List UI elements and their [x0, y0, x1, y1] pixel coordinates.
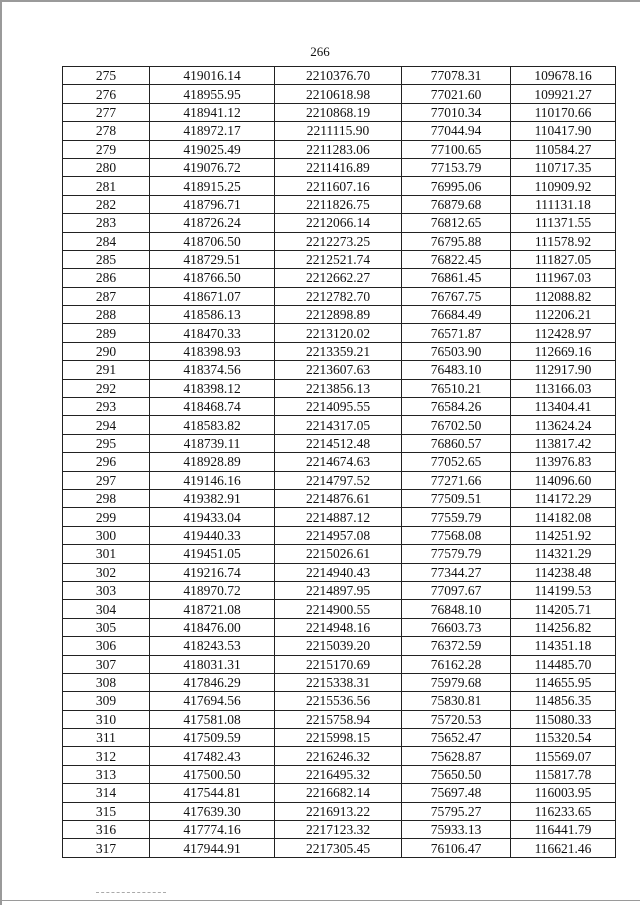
- table-cell: 294: [63, 416, 150, 434]
- table-row: [63, 306, 616, 324]
- table-cell: 76510.21: [402, 379, 511, 397]
- table-cell: 2214887.12: [275, 508, 402, 526]
- table-cell: 317: [63, 839, 150, 857]
- table-row: [63, 545, 616, 563]
- table-cell: 282: [63, 195, 150, 213]
- table-cell: 114321.29: [511, 545, 616, 563]
- table-cell: 2214897.95: [275, 581, 402, 599]
- table-cell: 77271.66: [402, 471, 511, 489]
- table-cell: 77044.94: [402, 122, 511, 140]
- table-cell: 2212521.74: [275, 250, 402, 268]
- table-cell: 2216913.22: [275, 802, 402, 820]
- table-cell: 114238.48: [511, 563, 616, 581]
- table-cell: 76822.45: [402, 250, 511, 268]
- table-cell: 75720.53: [402, 710, 511, 728]
- table-cell: 116233.65: [511, 802, 616, 820]
- table-cell: 418583.82: [150, 416, 275, 434]
- table-cell: 308: [63, 673, 150, 691]
- table-cell: 112669.16: [511, 342, 616, 360]
- table-cell: 418955.95: [150, 85, 275, 103]
- table-cell: 306: [63, 637, 150, 655]
- table-cell: 305: [63, 618, 150, 636]
- table-cell: 293: [63, 398, 150, 416]
- table-cell: 417509.59: [150, 729, 275, 747]
- table-cell: 77509.51: [402, 489, 511, 507]
- table-row: [63, 232, 616, 250]
- table-cell: 2214512.48: [275, 434, 402, 452]
- table-cell: 2214948.16: [275, 618, 402, 636]
- table-cell: 417774.16: [150, 821, 275, 839]
- table-row: [63, 729, 616, 747]
- table-row: [63, 692, 616, 710]
- table-cell: 292: [63, 379, 150, 397]
- table-cell: 76603.73: [402, 618, 511, 636]
- table-cell: 75697.48: [402, 784, 511, 802]
- table-cell: 77568.08: [402, 526, 511, 544]
- table-cell: 77579.79: [402, 545, 511, 563]
- page-left-edge: [0, 0, 2, 905]
- table-cell: 316: [63, 821, 150, 839]
- table-cell: 77344.27: [402, 563, 511, 581]
- table-cell: 2210868.19: [275, 103, 402, 121]
- table-cell: 2216682.14: [275, 784, 402, 802]
- table-cell: 76995.06: [402, 177, 511, 195]
- table-cell: 76571.87: [402, 324, 511, 342]
- table-cell: 2212273.25: [275, 232, 402, 250]
- table-cell: 2211115.90: [275, 122, 402, 140]
- table-cell: 76106.47: [402, 839, 511, 857]
- table-cell: 115817.78: [511, 765, 616, 783]
- table-cell: 2211826.75: [275, 195, 402, 213]
- table-cell: 418671.07: [150, 287, 275, 305]
- table-cell: 419440.33: [150, 526, 275, 544]
- table-cell: 418586.13: [150, 306, 275, 324]
- table-cell: 113166.03: [511, 379, 616, 397]
- table-cell: 2216246.32: [275, 747, 402, 765]
- table-row: [63, 122, 616, 140]
- table-cell: 315: [63, 802, 150, 820]
- table-cell: 114205.71: [511, 600, 616, 618]
- table-cell: 418721.08: [150, 600, 275, 618]
- table-cell: 303: [63, 581, 150, 599]
- table-cell: 419433.04: [150, 508, 275, 526]
- table-cell: 419076.72: [150, 158, 275, 176]
- table-cell: 116441.79: [511, 821, 616, 839]
- table-cell: 418243.53: [150, 637, 275, 655]
- table-cell: 77097.67: [402, 581, 511, 599]
- table-row: [63, 214, 616, 232]
- table-cell: 280: [63, 158, 150, 176]
- table-cell: 115080.33: [511, 710, 616, 728]
- table-row: [63, 103, 616, 121]
- table-cell: 296: [63, 453, 150, 471]
- table-cell: 2212066.14: [275, 214, 402, 232]
- table-cell: 111827.05: [511, 250, 616, 268]
- table-cell: 76503.90: [402, 342, 511, 360]
- table-cell: 112088.82: [511, 287, 616, 305]
- table-cell: 76684.49: [402, 306, 511, 324]
- table-cell: 2210376.70: [275, 67, 402, 85]
- table-cell: 77021.60: [402, 85, 511, 103]
- table-cell: 279: [63, 140, 150, 158]
- table-cell: 114251.92: [511, 526, 616, 544]
- table-cell: 114199.53: [511, 581, 616, 599]
- table-cell: 76584.26: [402, 398, 511, 416]
- table-cell: 418706.50: [150, 232, 275, 250]
- table-row: [63, 618, 616, 636]
- table-cell: 2214940.43: [275, 563, 402, 581]
- table-cell: 112206.21: [511, 306, 616, 324]
- table-cell: 310: [63, 710, 150, 728]
- table-cell: 2210618.98: [275, 85, 402, 103]
- table-cell: 299: [63, 508, 150, 526]
- table-cell: 2215170.69: [275, 655, 402, 673]
- table-cell: 75628.87: [402, 747, 511, 765]
- table-cell: 418374.56: [150, 361, 275, 379]
- table-cell: 312: [63, 747, 150, 765]
- table-cell: 286: [63, 269, 150, 287]
- table-row: [63, 489, 616, 507]
- page-top-edge: [0, 0, 640, 2]
- table-row: [63, 398, 616, 416]
- table-cell: 76483.10: [402, 361, 511, 379]
- table-cell: 110584.27: [511, 140, 616, 158]
- table-row: [63, 821, 616, 839]
- table-cell: 290: [63, 342, 150, 360]
- table-cell: 418796.71: [150, 195, 275, 213]
- table-row: [63, 158, 616, 176]
- table-cell: 2214797.52: [275, 471, 402, 489]
- table-cell: 417846.29: [150, 673, 275, 691]
- table-cell: 418729.51: [150, 250, 275, 268]
- page-bottom-edge: [0, 900, 640, 901]
- table-cell: 114655.95: [511, 673, 616, 691]
- table-cell: 418766.50: [150, 269, 275, 287]
- table-cell: 2215536.56: [275, 692, 402, 710]
- table-cell: 110417.90: [511, 122, 616, 140]
- table-cell: 2211283.06: [275, 140, 402, 158]
- table-cell: 284: [63, 232, 150, 250]
- page-number: 266: [310, 44, 330, 59]
- table-cell: 418739.11: [150, 434, 275, 452]
- table-row: [63, 637, 616, 655]
- table-cell: 114182.08: [511, 508, 616, 526]
- table-cell: 2212898.89: [275, 306, 402, 324]
- table-row: [63, 250, 616, 268]
- footer-mark: [96, 892, 166, 894]
- table-cell: 281: [63, 177, 150, 195]
- table-cell: 417544.81: [150, 784, 275, 802]
- table-cell: 111578.92: [511, 232, 616, 250]
- table-row: [63, 269, 616, 287]
- table-row: [63, 839, 616, 857]
- table-cell: 291: [63, 361, 150, 379]
- table-row: [63, 655, 616, 673]
- table-cell: 297: [63, 471, 150, 489]
- table-cell: 2214900.55: [275, 600, 402, 618]
- table-cell: 2212782.70: [275, 287, 402, 305]
- table-cell: 314: [63, 784, 150, 802]
- table-cell: 76860.57: [402, 434, 511, 452]
- table-cell: 77078.31: [402, 67, 511, 85]
- table-cell: 2217305.45: [275, 839, 402, 857]
- table-cell: 75652.47: [402, 729, 511, 747]
- table-cell: 75795.27: [402, 802, 511, 820]
- coordinate-table: [62, 66, 616, 858]
- table-cell: 109678.16: [511, 67, 616, 85]
- table-cell: 2217123.32: [275, 821, 402, 839]
- table-cell: 76861.45: [402, 269, 511, 287]
- table-row: [63, 177, 616, 195]
- table-row: [63, 802, 616, 820]
- table-cell: 418726.24: [150, 214, 275, 232]
- table-cell: 113404.41: [511, 398, 616, 416]
- table-cell: 417581.08: [150, 710, 275, 728]
- table-cell: 77052.65: [402, 453, 511, 471]
- table-row: [63, 600, 616, 618]
- table-cell: 418476.00: [150, 618, 275, 636]
- table-cell: 2216495.32: [275, 765, 402, 783]
- table-cell: 116003.95: [511, 784, 616, 802]
- table-cell: 313: [63, 765, 150, 783]
- table-cell: 418915.25: [150, 177, 275, 195]
- table-cell: 304: [63, 600, 150, 618]
- table-cell: 76372.59: [402, 637, 511, 655]
- table-row: [63, 710, 616, 728]
- table-cell: 114096.60: [511, 471, 616, 489]
- table-cell: 417694.56: [150, 692, 275, 710]
- table-cell: 76162.28: [402, 655, 511, 673]
- table-cell: 76767.75: [402, 287, 511, 305]
- table-cell: 2213359.21: [275, 342, 402, 360]
- table-row: [63, 673, 616, 691]
- table-cell: 2215998.15: [275, 729, 402, 747]
- table-cell: 77153.79: [402, 158, 511, 176]
- table-cell: 2213120.02: [275, 324, 402, 342]
- table-cell: 114172.29: [511, 489, 616, 507]
- table-cell: 277: [63, 103, 150, 121]
- table-cell: 419382.91: [150, 489, 275, 507]
- table-cell: 309: [63, 692, 150, 710]
- table-cell: 2215758.94: [275, 710, 402, 728]
- table-cell: 77100.65: [402, 140, 511, 158]
- table-cell: 111131.18: [511, 195, 616, 213]
- table-cell: 77559.79: [402, 508, 511, 526]
- table-cell: 301: [63, 545, 150, 563]
- table-cell: 110717.35: [511, 158, 616, 176]
- table-cell: 419216.74: [150, 563, 275, 581]
- table-cell: 76812.65: [402, 214, 511, 232]
- table-cell: 2214095.55: [275, 398, 402, 416]
- table-cell: 417500.50: [150, 765, 275, 783]
- table-row: [63, 765, 616, 783]
- table-cell: 2214317.05: [275, 416, 402, 434]
- table-row: [63, 361, 616, 379]
- table-cell: 110170.66: [511, 103, 616, 121]
- table-cell: 419146.16: [150, 471, 275, 489]
- table-cell: 417944.91: [150, 839, 275, 857]
- table-row: [63, 471, 616, 489]
- table-row: [63, 379, 616, 397]
- table-cell: 418398.12: [150, 379, 275, 397]
- table-cell: 114485.70: [511, 655, 616, 673]
- table-cell: 114856.35: [511, 692, 616, 710]
- table-row: [63, 581, 616, 599]
- table-cell: 113976.83: [511, 453, 616, 471]
- table-cell: 76848.10: [402, 600, 511, 618]
- table-cell: 283: [63, 214, 150, 232]
- table-cell: 417482.43: [150, 747, 275, 765]
- table-row: [63, 85, 616, 103]
- table-row: [63, 324, 616, 342]
- table-cell: 110909.92: [511, 177, 616, 195]
- table-cell: 2213607.63: [275, 361, 402, 379]
- table-cell: 417639.30: [150, 802, 275, 820]
- table-row: [63, 508, 616, 526]
- table-cell: 307: [63, 655, 150, 673]
- table-cell: 2215338.31: [275, 673, 402, 691]
- table-cell: 2214674.63: [275, 453, 402, 471]
- table-row: [63, 434, 616, 452]
- table-cell: 302: [63, 563, 150, 581]
- table-cell: 75933.13: [402, 821, 511, 839]
- table-cell: 76795.88: [402, 232, 511, 250]
- table-cell: 2214876.61: [275, 489, 402, 507]
- table-cell: 2215039.20: [275, 637, 402, 655]
- table-cell: 288: [63, 306, 150, 324]
- table-cell: 287: [63, 287, 150, 305]
- table-cell: 278: [63, 122, 150, 140]
- table-cell: 76879.68: [402, 195, 511, 213]
- table-row: [63, 526, 616, 544]
- coordinate-table-body: [63, 67, 616, 858]
- table-cell: 295: [63, 434, 150, 452]
- table-cell: 109921.27: [511, 85, 616, 103]
- table-cell: 418928.89: [150, 453, 275, 471]
- table-cell: 112428.97: [511, 324, 616, 342]
- table-row: [63, 195, 616, 213]
- table-cell: 298: [63, 489, 150, 507]
- table-cell: 75830.81: [402, 692, 511, 710]
- table-cell: 418470.33: [150, 324, 275, 342]
- table-cell: 419016.14: [150, 67, 275, 85]
- table-row: [63, 784, 616, 802]
- table-row: [63, 563, 616, 581]
- table-cell: 111967.03: [511, 269, 616, 287]
- table-row: [63, 67, 616, 85]
- table-cell: 311: [63, 729, 150, 747]
- table-cell: 418468.74: [150, 398, 275, 416]
- table-row: [63, 453, 616, 471]
- table-row: [63, 416, 616, 434]
- table-row: [63, 140, 616, 158]
- table-cell: 418970.72: [150, 581, 275, 599]
- table-row: [63, 287, 616, 305]
- table-row: [63, 342, 616, 360]
- table-cell: 75979.68: [402, 673, 511, 691]
- table-cell: 76702.50: [402, 416, 511, 434]
- table-cell: 114256.82: [511, 618, 616, 636]
- table-cell: 285: [63, 250, 150, 268]
- table-cell: 2213856.13: [275, 379, 402, 397]
- table-cell: 2215026.61: [275, 545, 402, 563]
- table-cell: 418941.12: [150, 103, 275, 121]
- table-cell: 418031.31: [150, 655, 275, 673]
- table-cell: 115320.54: [511, 729, 616, 747]
- table-cell: 115569.07: [511, 747, 616, 765]
- table-cell: 75650.50: [402, 765, 511, 783]
- table-cell: 2212662.27: [275, 269, 402, 287]
- table-cell: 419451.05: [150, 545, 275, 563]
- table-cell: 418972.17: [150, 122, 275, 140]
- table-cell: 113817.42: [511, 434, 616, 452]
- table-cell: 419025.49: [150, 140, 275, 158]
- table-cell: 289: [63, 324, 150, 342]
- table-cell: 116621.46: [511, 839, 616, 857]
- table-cell: 418398.93: [150, 342, 275, 360]
- table-row: [63, 747, 616, 765]
- table-cell: 112917.90: [511, 361, 616, 379]
- table-cell: 300: [63, 526, 150, 544]
- table-cell: 276: [63, 85, 150, 103]
- table-cell: 113624.24: [511, 416, 616, 434]
- table-cell: 114351.18: [511, 637, 616, 655]
- table-cell: 77010.34: [402, 103, 511, 121]
- table-cell: 2211416.89: [275, 158, 402, 176]
- table-cell: 2214957.08: [275, 526, 402, 544]
- table-cell: 2211607.16: [275, 177, 402, 195]
- table-cell: 275: [63, 67, 150, 85]
- table-cell: 111371.55: [511, 214, 616, 232]
